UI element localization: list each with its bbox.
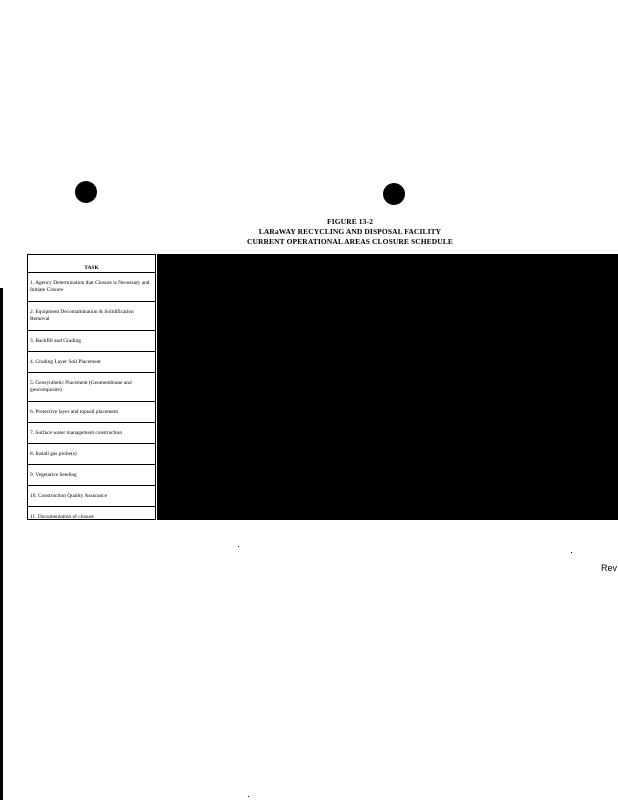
task-row: 6. Protective layer and topsoil placement bbox=[28, 402, 155, 423]
gantt-chart-area bbox=[157, 254, 618, 520]
scan-speck bbox=[238, 546, 239, 547]
facility-name: LARaWAY RECYCLING AND DISPOSAL FACILITY bbox=[258, 227, 442, 236]
scan-speck bbox=[248, 796, 249, 797]
scan-speck bbox=[571, 552, 572, 553]
closure-schedule-table bbox=[27, 254, 618, 520]
task-row: 10. Construction Quality Assurance bbox=[28, 486, 155, 507]
task-row: 9. Vegetative Seeding bbox=[28, 465, 155, 486]
task-column bbox=[27, 254, 156, 520]
figure-number: FIGURE 13-2 bbox=[327, 217, 373, 226]
schedule-subtitle: CURRENT OPERATIONAL AREAS CLOSURE SCHEDULE bbox=[246, 237, 454, 246]
task-row: 1. Agency Determination that Closure is Necessary and Initiate Closure bbox=[28, 273, 155, 302]
table-edge-tick bbox=[614, 258, 618, 259]
task-row: 11. Documentation of closure bbox=[30, 514, 94, 520]
punch-hole-right bbox=[383, 183, 405, 205]
scan-edge bbox=[0, 288, 3, 800]
revision-label: Rev bbox=[601, 563, 618, 573]
punch-hole-left bbox=[75, 181, 97, 203]
task-row: 8. Install gas probe(s) bbox=[28, 444, 155, 465]
table-edge-tick bbox=[614, 351, 618, 352]
task-row: 3. Backfill and Grading bbox=[28, 331, 155, 352]
task-row: 7. Surface water management construction bbox=[28, 423, 155, 444]
task-row: 4. Grading Layer Soil Placement bbox=[28, 352, 155, 373]
table-edge-tick bbox=[614, 394, 618, 395]
task-row: 2. Equipment Decontamination & Solidification Removal bbox=[28, 302, 155, 331]
task-row: 5. Geosynthetic Placement (Geomembrane and geocomposite) bbox=[28, 373, 155, 402]
task-column-header: TASK bbox=[28, 255, 155, 273]
figure-title-block bbox=[190, 217, 510, 247]
